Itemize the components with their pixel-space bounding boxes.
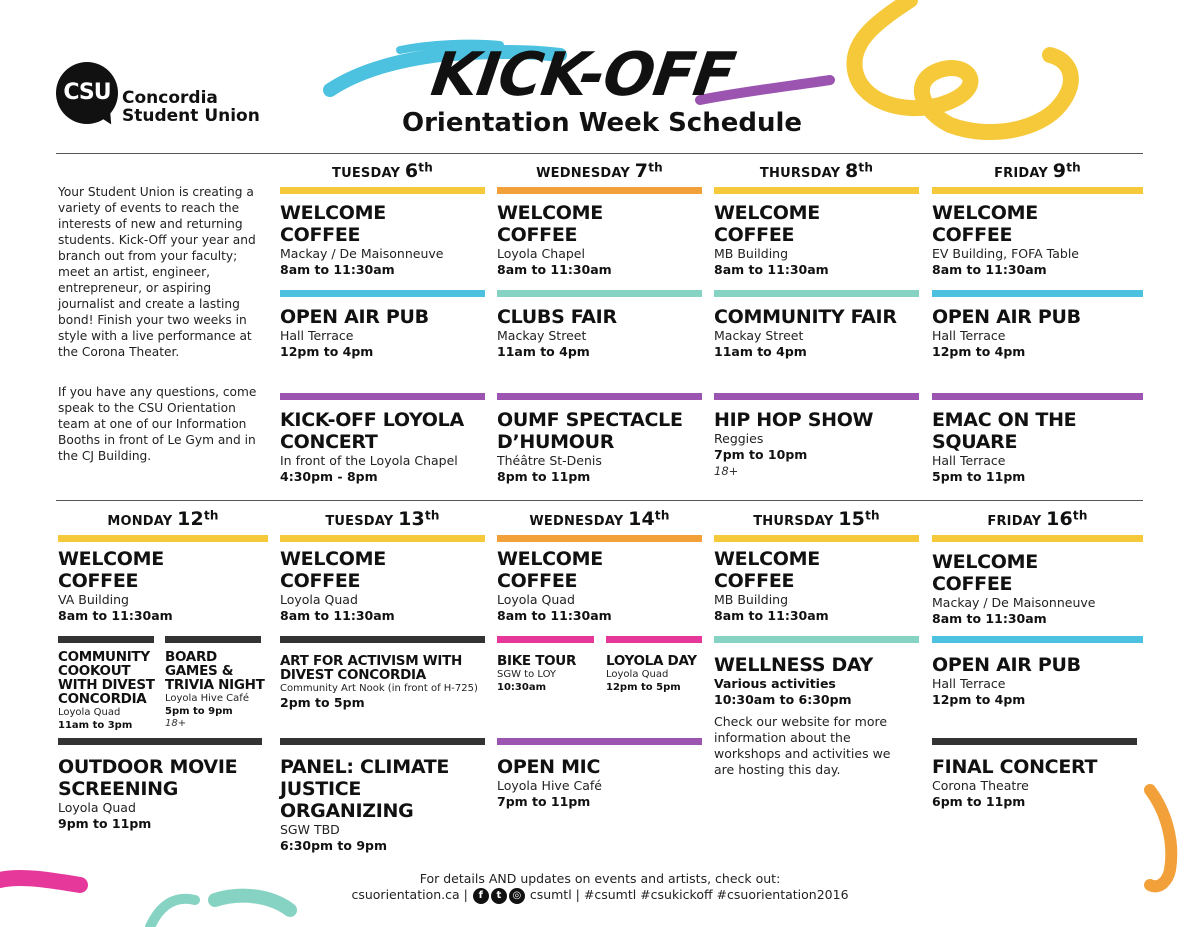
color-bar: [280, 393, 485, 400]
event-block: KICK-OFF LOYOLA CONCERT In front of the Loyola Chapel 4:30pm - 8pm: [280, 409, 464, 484]
event-block: ART FOR ACTIVISM WITH DIVEST CONCORDIA Community Art Nook (in front of H-725) 2pm to 5pm: [280, 653, 478, 710]
day-header-friday-16: FRIDAY 16th: [987, 508, 1088, 530]
event-block: WELCOME COFFEE VA Building 8am to 11:30am: [58, 548, 173, 623]
color-bar: [497, 535, 702, 542]
event-block: WELCOME COFFEE Mackay / De Maisonneuve 8am to 11:30am: [280, 202, 444, 277]
event-block: EMAC ON THE SQUARE Hall Terrace 5pm to 11pm: [932, 409, 1077, 484]
event-block: WELCOME COFFEE MB Building 8am to 11:30am: [714, 548, 829, 623]
event-block: BIKE TOUR SGW to LOY 10:30am: [497, 653, 577, 693]
color-bar: [714, 187, 919, 194]
footer-links: [0, 887, 1200, 904]
week-divider: [56, 500, 1143, 501]
event-block: HIP HOP SHOW Reggies 7pm to 10pm 18+: [714, 409, 874, 478]
day-header-wednesday-7: WEDNESDAY 7th: [536, 160, 663, 182]
event-block: OPEN AIR PUB Hall Terrace 12pm to 4pm: [932, 654, 1081, 707]
color-bar: [932, 535, 1143, 542]
event-block: LOYOLA DAY Loyola Quad 12pm to 5pm: [606, 653, 697, 693]
day-header-friday-9: FRIDAY 9th: [994, 160, 1081, 182]
event-block: WELCOME COFFEE MB Building 8am to 11:30am: [714, 202, 829, 277]
color-bar: [932, 636, 1143, 643]
day-header-tuesday-13: TUESDAY 13th: [325, 508, 440, 530]
event-block: CLUBS FAIR Mackay Street 11am to 4pm: [497, 306, 617, 359]
day-header-thursday-8: THURSDAY 8th: [759, 160, 874, 182]
color-bar: [932, 290, 1143, 297]
day-header-wednesday-14: WEDNESDAY 14th: [529, 508, 670, 530]
event-block: COMMUNITY COOKOUT WITH DIVEST CONCORDIA Loyola Quad 11am to 3pm: [58, 649, 155, 731]
intro-paragraph-1: Your Student Union is creating a variety of events to reach the interests of new and returning students. Kick-Off your year and branch out from your faculty; meet an artist, engineer, entrepreneur, or aspiring journalist and create a lasting bond! Finish your two weeks in style with a live performance at the Corona Theater.: [58, 185, 256, 359]
color-bar: [497, 290, 702, 297]
color-bar: [280, 290, 485, 297]
color-bar: [497, 393, 702, 400]
event-block: PANEL: CLIMATE JUSTICE ORGANIZING SGW TBD 6:30pm to 9pm: [280, 756, 450, 853]
color-bar: [932, 187, 1143, 194]
day-header-tuesday-6: TUESDAY 6th: [332, 160, 433, 182]
color-bar: [932, 393, 1143, 400]
event-block: WELCOME COFFEE Loyola Quad 8am to 11:30am: [497, 548, 612, 623]
csu-logo-text: [122, 89, 260, 125]
event-block: WELCOME COFFEE EV Building, FOFA Table 8am to 11:30am: [932, 202, 1079, 277]
hashtags: | #csumtl #csukickoff #csuorientation2016: [575, 887, 849, 902]
color-bar: [932, 738, 1137, 745]
event-block: OPEN AIR PUB Hall Terrace 12pm to 4pm: [932, 306, 1081, 359]
page-subtitle: Orientation Week Schedule: [402, 108, 803, 138]
color-bar: [497, 636, 594, 643]
facebook-icon[interactable]: f: [473, 888, 489, 904]
day-header-thursday-15: THURSDAY 15th: [753, 508, 880, 530]
color-bar: [606, 636, 702, 643]
day-header-monday-12: MONDAY 12th: [107, 508, 219, 530]
twitter-icon[interactable]: t: [491, 888, 507, 904]
logo-line-1: Concordia: [122, 88, 218, 108]
website-link[interactable]: csuorientation.ca |: [351, 887, 468, 902]
color-bar: [714, 636, 919, 643]
intro-paragraph-2: If you have any questions, come speak to the CSU Orientation team at one of our Information Booths in front of Le Gym and in the CJ Building.: [58, 385, 257, 463]
instagram-icon[interactable]: ◎: [509, 888, 525, 904]
event-block: WELCOME COFFEE Loyola Quad 8am to 11:30am: [280, 548, 395, 623]
social-handle[interactable]: csumtl: [529, 887, 572, 902]
footer-info: For details AND updates on events and artists, check out:: [419, 871, 781, 886]
color-bar: [58, 738, 262, 745]
color-bar: [58, 535, 268, 542]
event-block: WELLNESS DAY Various activities 10:30am to 6:30pm Check our website for more information about the workshops and activities we are hosting this day.: [714, 654, 891, 777]
event-block: COMMUNITY FAIR Mackay Street 11am to 4pm: [714, 306, 897, 359]
event-block: OUMF SPECTACLE D’HUMOUR Théâtre St-Denis 8pm to 11pm: [497, 409, 683, 484]
color-bar: [58, 636, 154, 643]
event-block: OPEN MIC Loyola Hive Café 7pm to 11pm: [497, 756, 602, 809]
color-bar: [280, 738, 485, 745]
event-block: WELCOME COFFEE Mackay / De Maisonneuve 8am to 11:30am: [932, 551, 1096, 626]
color-bar: [714, 393, 919, 400]
color-bar: [714, 535, 919, 542]
color-bar: [280, 535, 485, 542]
event-block: OUTDOOR MOVIE SCREENING Loyola Quad 9pm to 11pm: [58, 756, 238, 831]
logo-line-2: Student Union: [122, 106, 260, 126]
color-bar: [280, 187, 485, 194]
top-divider: [56, 153, 1143, 154]
event-block: BOARD GAMES & TRIVIA NIGHT Loyola Hive Café 5pm to 9pm 18+: [165, 649, 265, 729]
event-block: WELCOME COFFEE Loyola Chapel 8am to 11:30am: [497, 202, 612, 277]
color-bar: [714, 290, 919, 297]
color-bar: [497, 738, 702, 745]
event-block: OPEN AIR PUB Hall Terrace 12pm to 4pm: [280, 306, 429, 359]
color-bar: [497, 187, 702, 194]
color-bar: [280, 636, 485, 643]
csu-logo-mark: CSU: [56, 62, 118, 124]
color-bar: [165, 636, 261, 643]
event-block: FINAL CONCERT Corona Theatre 6pm to 11pm: [932, 756, 1098, 809]
page-title: KICK-OFF: [427, 40, 739, 110]
